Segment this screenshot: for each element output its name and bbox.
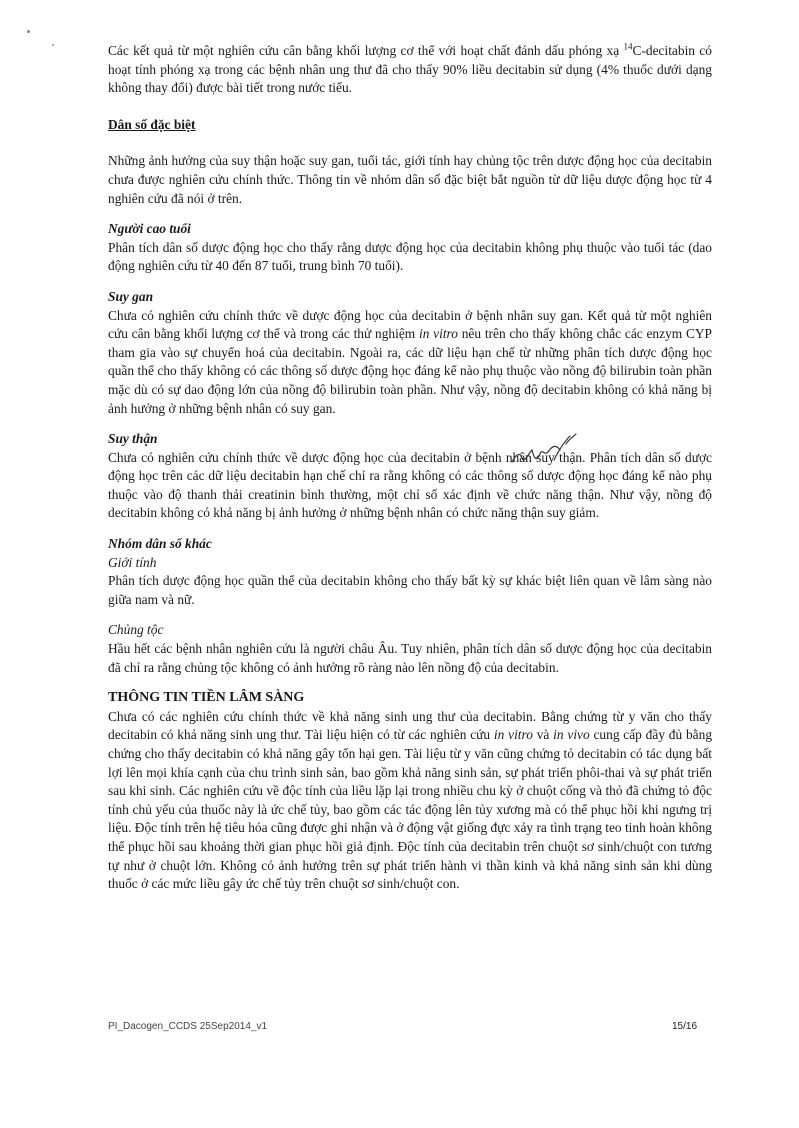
excretion-text-end: C-decitabin có hoạt tính phóng xạ trong các bệnh nhân ung thư đã cho thấy 90% liều decitabin sử dụng (4% thuốc dưới dạng không thay đổi) được bài tiết trong nước tiểu. (108, 43, 712, 96)
preclinical-in-vivo: in vivo (553, 727, 590, 743)
hepatic-text-a: Chưa có nghiên cứu chính thức về dược động học của decitabin ở bệnh nhân suy gan. Kết quả từ một nghiên cứu cân bằng khối lượng cơ thể và trong các thử nghiệm (108, 307, 712, 342)
elderly-heading: Người cao tuổi (108, 221, 191, 237)
scan-speck (27, 30, 30, 33)
renal-heading: Suy thận (108, 431, 158, 447)
preclinical-heading: THÔNG TIN TIỀN LÂM SÀNG (108, 690, 305, 706)
document-body (108, 42, 712, 894)
special-population-text: Những ảnh hưởng của suy thận hoặc suy gan, tuổi tác, giới tính hay chủng tộc trên dược động học của decitabin chưa được nghiên cứu chính thức. Thông tin về nhóm dân số đặc biệt bắt nguồn từ dữ liệu dược động học từ 4 nghiên cứu đã nói ở trên. (108, 153, 712, 206)
preclinical-and: và (532, 727, 554, 743)
renal-text: Chưa có nghiên cứu chính thức về dược động học của decitabin ở bệnh nhân suy thận. Phân tích dân số dược động học trên các dữ liệu decitabin hạn chế chỉ ra rằng không có các thông số dược động học đáng kể nào phụ thuộc vào độ thanh thải creatinin bình thường, một chỉ số xác định về chức năng thận. Như vậy, nồng độ decitabin không có khả năng bị ảnh hưởng ở những bệnh nhân có chức năng thận suy giảm. (108, 449, 712, 521)
hepatic-text-b: nêu trên cho thấy không chắc các enzym CYP tham gia vào sự chuyển hoá của decitabin. Ngoài ra, các dữ liệu hạn chế từ những phân tích dược động học quần thể cho thấy không có các thông số dược động học đáng kể nào phụ thuộc vào nồng độ bilirubin toàn phần mặc dù có sự dao động lớn của nồng độ bilirubin toàn phần. Như vậy, nồng độ decitabin không có khả năng bị ảnh hưởng ở những bệnh nhân có suy gan. (108, 326, 712, 416)
race-heading: Chủng tộc (108, 622, 164, 638)
excretion-paragraph (108, 42, 712, 98)
scan-speck (52, 44, 54, 46)
special-population-heading: Dân số đặc biệt (108, 116, 196, 132)
hepatic-heading: Suy gan (108, 288, 154, 304)
preclinical-text-b: cung cấp đầy đủ bằng chứng cho thấy decitabin có khả năng gây tổn hại gen. Tài liệu từ y văn cũng chứng tỏ decitabin có tác dụng bất lợi lên mọi khía cạnh của chu trình sinh sản, bao gồm khả năng sinh sản, sự phát triển phôi-thai và sự phát triển sau khi sinh. Các nghiên cứu về độc tính của liều lặp lại trong nhiều chu kỳ ở chuột cống và thỏ đã chứng tỏ độc tính chủ yếu của thuốc này là ức chế tủy, bao gồm các tác động lên tủy xương mà có thể phục hồi khi ngưng trị liệu. Độc tính trên hệ tiêu hóa cũng được ghi nhận và ở động vật giống đực xảy ra tình trạng teo tinh hoàn không thể phục hồi sau khoảng thời gian phục hồi giả định. Độc tính của decitabin trên chuột sơ sinh/chuột con tương tự như ở chuột lớn. Không có ảnh hưởng trên sự phát triển hành vi thần kinh và khả năng sinh sản khi dùng thuốc ở các mức liều gây ức chế tủy trên chuột sơ sinh/chuột con. (108, 727, 713, 892)
footer-document-id: PI_Dacogen_CCDS 25Sep2014_v1 (108, 1021, 267, 1032)
hepatic-text (108, 307, 712, 419)
isotope-superscript: 14 (623, 41, 633, 52)
preclinical-in-vitro: in vitro (493, 727, 533, 743)
race-text: Hầu hết các bệnh nhân nghiên cứu là người châu Âu. Tuy nhiên, phân tích dân số dược động học của decitabin đã chỉ ra rằng chủng tộc không có ảnh hưởng rõ ràng nào lên nồng độ của decitabin. (108, 641, 712, 675)
preclinical-text-a: Chưa có các nghiên cứu chính thức về khả năng sinh ung thư của decitabin. Bằng chứng từ y văn cho thấy decitabin có khả năng sinh ung thư. Tài liệu hiện có từ các nghiên cứu (108, 708, 712, 743)
handwritten-signature (508, 432, 580, 474)
hepatic-in-vitro: in vitro (418, 326, 458, 342)
gender-heading: Giới tính (108, 554, 157, 570)
elderly-text: Phân tích dân số dược động học cho thấy rằng dược động học của decitabin không phụ thuộc vào tuổi tác (dao động nghiên cứu từ 40 đến 87 tuổi, trung bình 70 tuổi). (108, 239, 712, 274)
footer-page-number: 15/16 (672, 1021, 698, 1032)
preclinical-text (108, 708, 712, 894)
gender-text: Phân tích dược động học quần thể của decitabin không cho thấy bất kỳ sự khác biệt liên quan về lâm sàng nào giữa nam và nữ. (108, 573, 712, 607)
excretion-text-start: Các kết quả từ một nghiên cứu cân bằng khối lượng cơ thể với hoạt chất đánh dấu phóng xạ (108, 43, 624, 58)
other-population-heading: Nhóm dân số khác (108, 536, 212, 552)
